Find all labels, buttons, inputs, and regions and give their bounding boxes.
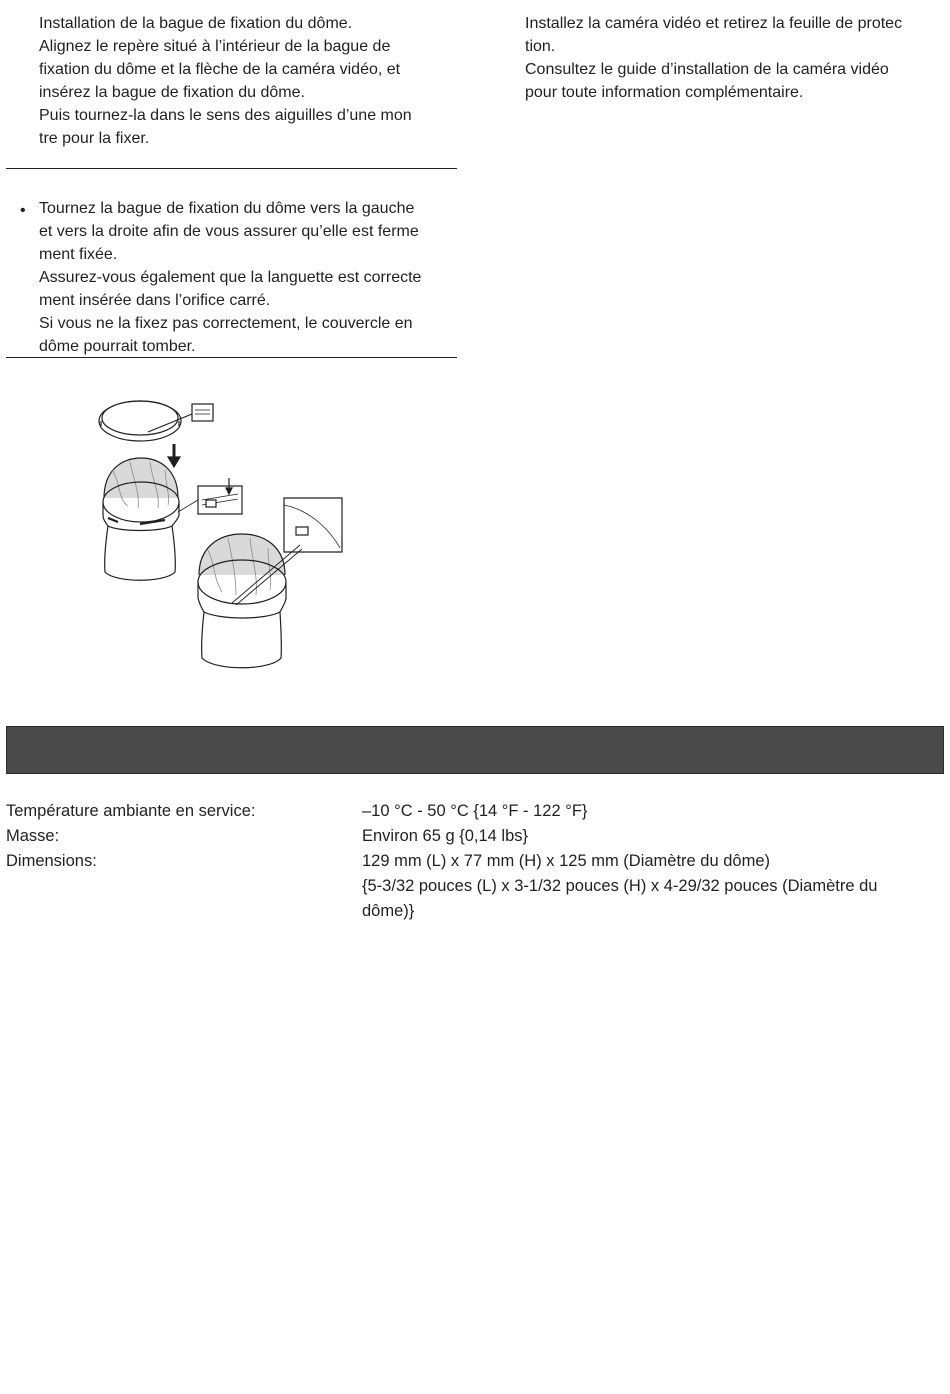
- step-line: Alignez le repère situé à l’intérieur de la bague de: [39, 38, 391, 55]
- down-arrow-icon: [168, 444, 180, 467]
- spec-label: Température ambiante en service:: [6, 802, 256, 820]
- note-top-rule: [6, 168, 457, 169]
- instruction-line: Consultez le guide d’installation de la caméra vidéo: [525, 61, 889, 78]
- spec-label: Dimensions:: [6, 852, 97, 870]
- bullet-icon: •: [20, 202, 26, 219]
- note-line: Tournez la bague de fixation du dôme vers la gauche: [39, 200, 415, 217]
- note-line: Assurez-vous également que la languette est correcte: [39, 269, 422, 286]
- note-line: ment fixée.: [39, 246, 118, 263]
- section-header-band: [6, 726, 944, 774]
- step-line: Installation de la bague de fixation du dôme.: [39, 15, 353, 32]
- instruction-line: tion.: [525, 38, 556, 55]
- spec-value: –10 °C - 50 °C {14 °F - 122 °F}: [362, 802, 588, 820]
- step-line: insérez la bague de fixation du dôme.: [39, 84, 305, 101]
- note-line: dôme pourrait tomber.: [39, 338, 196, 355]
- spec-value: dôme)}: [362, 902, 415, 920]
- step-line: Puis tournez-la dans le sens des aiguilles d’une mon: [39, 107, 412, 124]
- spec-value: Environ 65 g {0,14 lbs}: [362, 827, 529, 845]
- installed-camera: [198, 498, 342, 668]
- note-bottom-rule: [6, 357, 457, 358]
- fixing-ring: [99, 401, 213, 441]
- dome-ring-installation-illustration: [95, 390, 355, 675]
- step-line: fixation du dôme et la flèche de la caméra vidéo, et: [39, 61, 401, 78]
- instruction-line: Installez la caméra vidéo et retirez la feuille de protec: [525, 15, 903, 32]
- step-line: tre pour la fixer.: [39, 130, 150, 147]
- spec-label: Masse:: [6, 827, 60, 845]
- instruction-line: pour toute information complémentaire.: [525, 84, 804, 101]
- note-line: Si vous ne la fixez pas correctement, le couvercle en: [39, 315, 413, 332]
- note-line: ment insérée dans l’orifice carré.: [39, 292, 271, 309]
- note-line: et vers la droite afin de vous assurer qu’elle est ferme: [39, 223, 419, 240]
- spec-value: {5-3/32 pouces (L) x 3-1/32 pouces (H) x 4-29/32 pouces (Diamètre du: [362, 877, 878, 895]
- spec-value: 129 mm (L) x 77 mm (H) x 125 mm (Diamètre du dôme): [362, 852, 771, 870]
